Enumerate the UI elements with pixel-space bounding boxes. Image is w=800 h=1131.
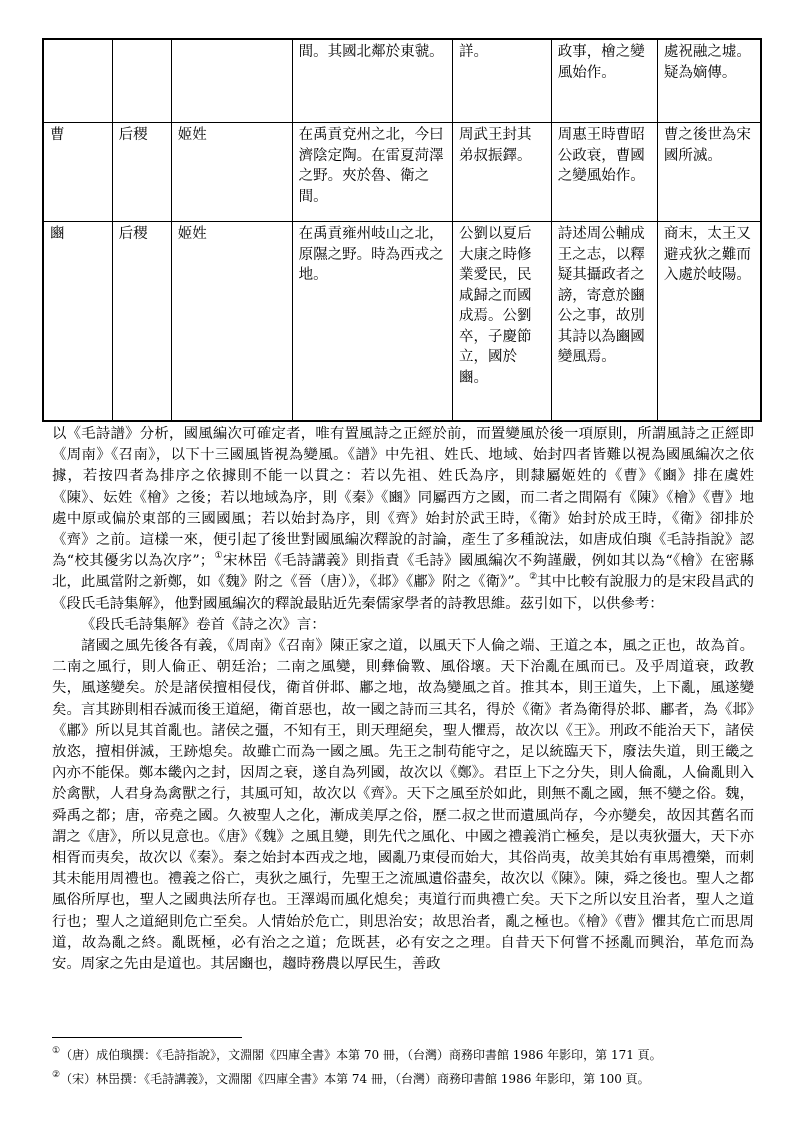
footnote-divider	[52, 1037, 242, 1038]
footnote-ref-1[interactable]: ①	[214, 551, 223, 562]
footnote-1	[52, 1046, 762, 1064]
table-cell: 間。其國北鄰於東虢。	[292, 39, 452, 123]
states-table	[42, 38, 762, 422]
footnote-2	[52, 1070, 762, 1088]
table-row	[43, 39, 761, 123]
table-cell	[171, 39, 292, 123]
table-row	[43, 222, 761, 422]
paragraph-text: 以《毛詩譜》分析，國風編次可確定者，唯有置風詩之正經於前，而置變風於後一項原則，所謂風詩之正經即《周南》《召南》，以下十三國風皆視為變風。《譜》中先祖、姓氏、地域、始封四者皆難以視為國風編次之依據，若按四者為排序之依據則不能一以貫之：若以先祖、姓氏為序，則隸屬姬姓的《曹》《豳》排在虞姓《陳》、妘姓《檜》之後；若以地域為序，則《秦》《豳》同屬西方之國，而二者之間隔有《陳》《檜》《曹》地處中原或偏於東部的三國國風；若以始封為序，則《齊》始封於武王時，《衛》始封於成王時，《衛》卻排於《齊》之前。這樣一來，便引起了後世對國風編次釋說的討論，產生了多種說法，如唐成伯璵《毛詩指說》認為“校其優劣以為次序”；	[52, 426, 754, 570]
footnote-ref-2[interactable]: ②	[529, 572, 538, 583]
table-cell: 政事，檜之變風始作。	[551, 39, 657, 123]
footnote-mark: ②	[52, 1070, 61, 1080]
table-cell: 曹之後世為宋國所滅。	[657, 123, 761, 222]
table-cell: 在禹貢雍州岐山之北，原隰之野。時為西戎之地。	[292, 222, 452, 422]
block-quote: 諸國之風先後各有義，《周南》《召南》陳正家之道，以風天下人倫之端、王道之本，風之正也，故為首。二南之風行，則人倫正、朝廷治；二南之風變，則彝倫斁、風俗壞。天下治亂在風而已。及乎周道衰，政教失，風遂變矣。於是諸侯擅相侵伐，衛首併邶、鄘之地，故為變風之首。推其本，則王道失，上下亂，風遂變矣。言其跡則相吞滅而後王道絕，衛首惡也，故一國之詩而三其名，得於《衛》者為衛得於邶、鄘者，為《邶》《鄘》所以見其首亂也。諸侯之彊，不知有王，則天理絕矣，聖人懼焉，故次以《王》。刑政不能治天下，諸侯放恣，擅相併滅，王跡熄矣。故雖亡而為一國之風。先王之制苟能守之，足以統臨天下，廢法失道，則王畿之內亦不能保。鄭本畿內之封，因周之衰，遂自為列國，故次以《鄭》。君臣上下之分失，則人倫亂，人倫亂則入於禽獸，人君身為禽獸之行，其風可知，故次以《齊》。天下之風至於如此，則無不亂之國，無不變之俗。魏，舜禹之都；唐，帝堯之國。久被聖人之化，漸成美厚之俗，歷二叔之世而遺風尚存，今亦變矣，故因其舊名而謂之《唐》，所以見意也。《唐》《魏》之風且變，則先代之風化、中國之禮義消亡極矣，是以夷狄彊大，天下亦相胥而夷矣，故次以《秦》。秦之始封本西戎之地，國亂乃東侵而始大，其俗尚夷，故美其始有車馬禮樂，而刺其未能用周禮也。禮義之俗亡，夷狄之風行，先聖王之流風遺俗盡矣，故次以《陳》。陳，舜之後也。聖人之都風俗所厚也，聖人之國典法所存也。王澤竭而風化熄矣；夷道行而典禮亡矣。天下之所以安且治者，聖人之道行也；聖人之道絕則危亡至矣。人情始於危亡，則思治安；故思治者，亂之極也。《檜》《曹》懼其危亡而思周道，故為亂之終。亂既極，必有治之之道；危既甚，必有安之之理。自昔天下何嘗不拯亂而興治，革危而為安。周家之先由是道也。其居豳也，趨時務農以厚民生，善政	[52, 638, 754, 973]
table-cell: 豳	[43, 222, 112, 422]
paragraph	[52, 424, 754, 615]
table-cell: 周武王封其弟叔振鐸。	[453, 123, 552, 222]
table-cell: 周惠王時曹昭公政衰，曹國之變風始作。	[551, 123, 657, 222]
table-cell: 詳。	[453, 39, 552, 123]
table-cell: 姬姓	[171, 222, 292, 422]
footnote-mark: ①	[52, 1046, 61, 1056]
table-cell: 處祝融之墟。疑為嫡傳。	[657, 39, 761, 123]
table-cell: 曹	[43, 123, 112, 222]
footnote-text: （宋）林岊撰：《毛詩講義》，文淵閣《四庫全書》本第 74 冊，（台灣）商務印書館 1986 年影印，第 100 頁。	[60, 1072, 650, 1086]
table-cell: 后稷	[112, 222, 171, 422]
table-cell	[43, 39, 112, 123]
table-row	[43, 123, 761, 222]
table-cell: 商末，太王又避戎狄之難而入處於岐陽。	[657, 222, 761, 422]
paragraph-text: 其中比較有說服力的是宋段昌武的《段氏毛詩集解》，他對國風編次的釋說最貼近先秦儒家學者的詩教思維。茲引如下，以供參考：	[52, 574, 754, 612]
table-cell: 姬姓	[171, 123, 292, 222]
table-cell: 在禹貢兗州之北，今曰濟陰定陶。在雷夏菏澤之野。夾於魯、衛之間。	[292, 123, 452, 222]
quote-intro: 《段氏毛詩集解》卷首《詩之次》言：	[81, 616, 326, 633]
body-text	[52, 424, 754, 975]
table-cell: 公劉以夏后大康之時修業愛民，民咸歸之而國成焉。公劉卒，子慶節立，國於豳。	[453, 222, 552, 422]
paragraph-text: 宋林岊《毛詩講義》則指責《毛詩》國風編次不夠謹嚴，例如其以為“《檜》在密縣北，此風當附之新鄭，如《魏》附之《晉（唐）》，《邶》《鄘》附之《衛》”。	[52, 553, 754, 591]
footnote-text: （唐）成伯璵撰：《毛詩指說》，文淵閣《四庫全書》本第 70 冊，（台灣）商務印書館 1986 年影印，第 171 頁。	[60, 1048, 662, 1062]
table-cell	[112, 39, 171, 123]
table-cell: 詩述周公輔成王之志，以釋疑其攝政者之謗，寄意於豳公之事，故別其詩以為豳國變風焉。	[551, 222, 657, 422]
table-cell: 后稷	[112, 123, 171, 222]
